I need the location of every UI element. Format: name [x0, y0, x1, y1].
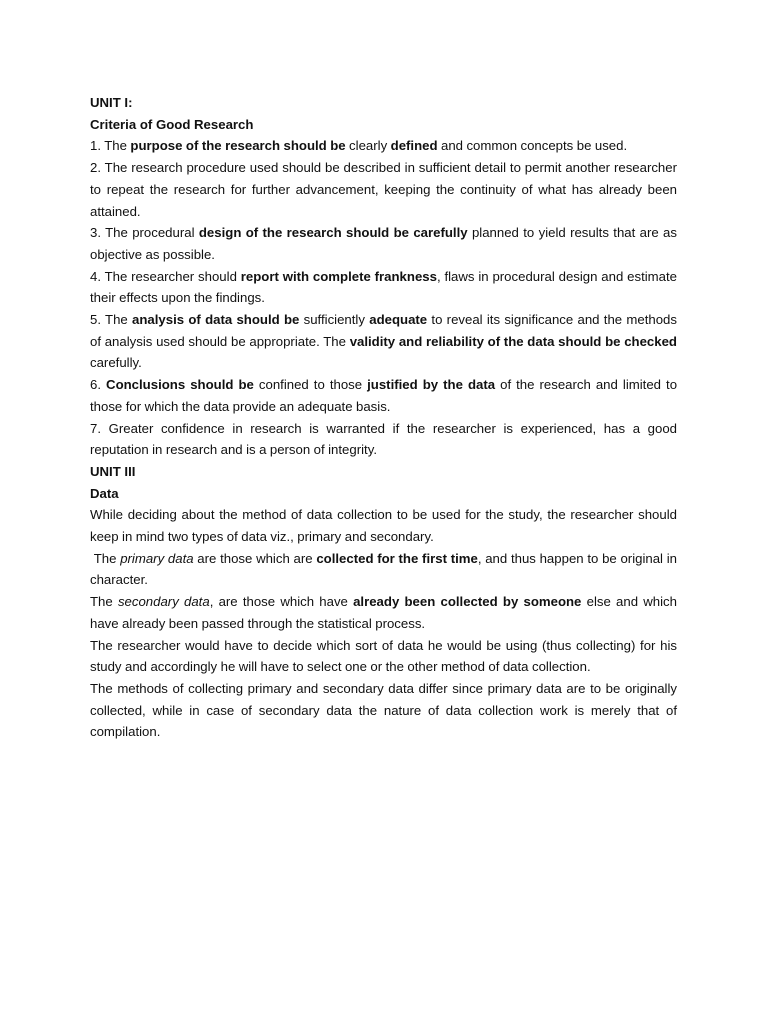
data-paragraph-5: The methods of collecting primary and secondary data differ since primary data are to be originally collected, while in case of secondary data the nature of data collection work is merely that of compilation.: [90, 680, 677, 740]
data-paragraph-4: The researcher would have to decide which sort of data he would be using (thus collecting) for his study and accordingly he will have to select one or the other method of data collection.: [90, 637, 677, 675]
criteria-item-6: 6. Conclusions should be confined to those justified by the data of the research and limited to those for which the data provide an adequate basis.: [90, 377, 678, 414]
unit-1-label: UNIT I:: [90, 95, 133, 110]
secondary-data-paragraph: The secondary data, are those which have already been collected by someone else and which have already been passed through the statistical process.: [90, 594, 677, 631]
criteria-item-3: 3. The procedural design of the research should be carefully planned to yield results that are as objective as possible.: [90, 225, 677, 262]
criteria-item-1: 1. The purpose of the research should be clearly defined and common concepts be used.: [90, 138, 628, 154]
criteria-title: Criteria of Good Research: [90, 116, 254, 132]
criteria-item-4: 4. The researcher should report with complete frankness, flaws in procedural design and estimate their effects upon the findings.: [90, 268, 677, 306]
criteria-item-7: 7. Greater confidence in research is warranted if the researcher is experienced, has a good reputation in research and is a person of integrity.: [90, 420, 677, 458]
document-page: [90, 92, 681, 743]
criteria-item-2: 2. The research procedure used should be described in sufficient detail to permit another researcher to repeat the research for further advancement, keeping the continuity of what has already been attained.: [90, 160, 677, 219]
data-paragraph-1: While deciding about the method of data collection to be used for the study, the researcher should keep in mind two types of data viz., primary and secondary.: [90, 507, 677, 545]
primary-data-paragraph: The primary data are those which are collected for the first time, and thus happen to be original in character.: [90, 550, 681, 588]
data-title: Data: [90, 485, 119, 501]
unit-3-label: UNIT III: [90, 463, 136, 479]
criteria-item-5: 5. The analysis of data should be sufficiently adequate to reveal its significance and the methods of analysis used should be appropriate. The validity and reliability of the data should be checked carefully.: [90, 312, 677, 371]
